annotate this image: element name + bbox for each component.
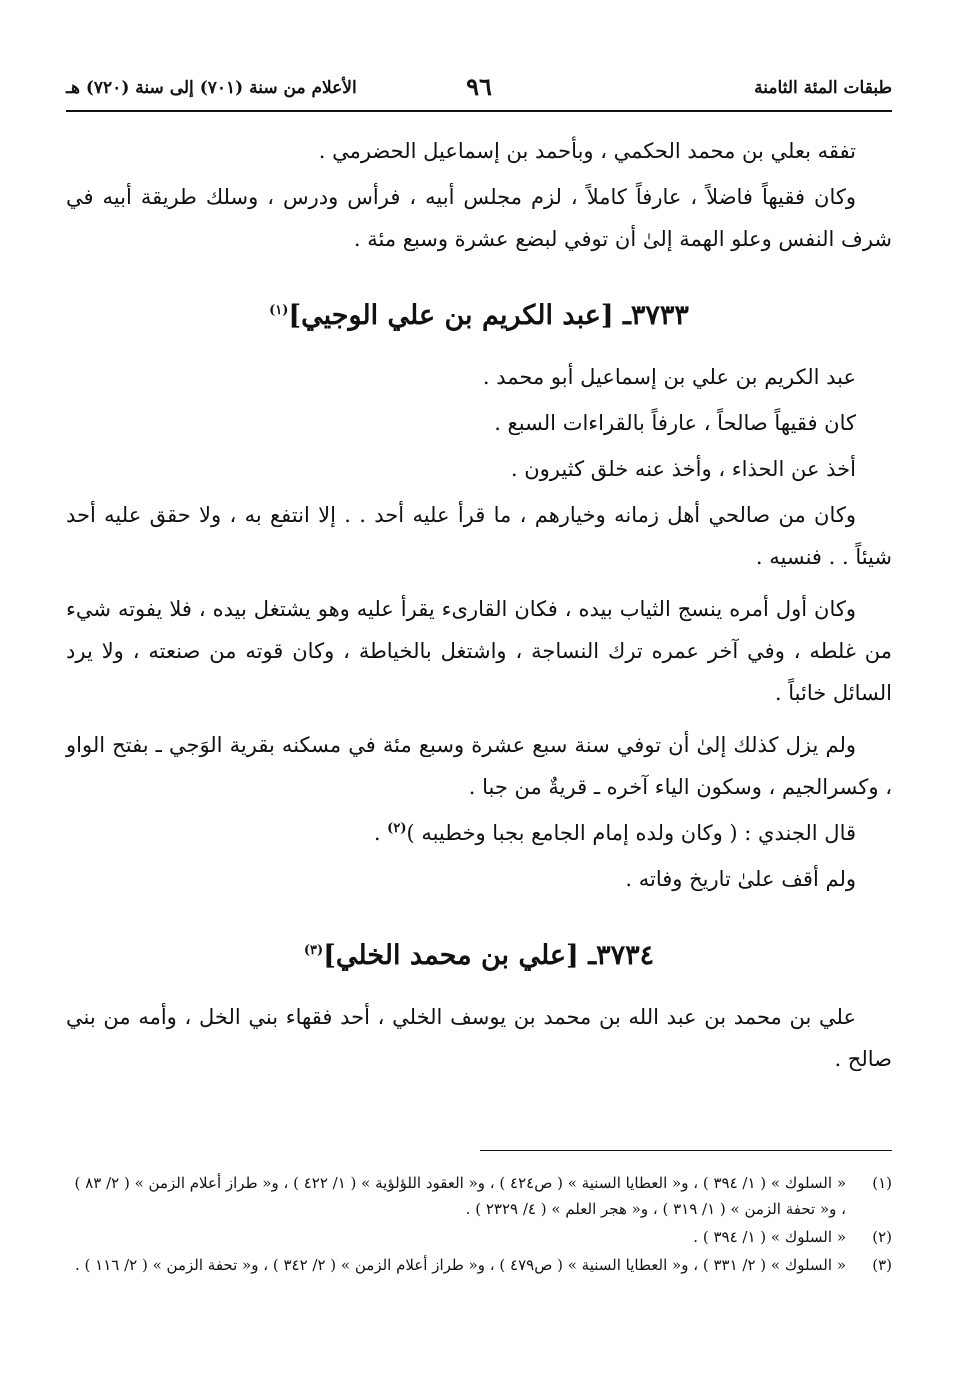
entry-heading-3733-text: ٣٧٣٣ـ [عبد الكريم بن علي الوجيي] (288, 300, 689, 331)
entry-3733-paragraph-2: كان فقيهاً صالحاً ، عارفاً بالقراءات السبع . (494, 411, 856, 435)
entry-3733-paragraph-3: أخذ عن الحذاء ، وأخذ عنه خلق كثيرون . (510, 457, 856, 481)
footnotes (66, 1170, 892, 1280)
entry-3733-paragraph-6: ولم يزل كذلك إلىٰ أن توفي سنة سبع عشرة وسبع مئة في مسكنه بقرية الوَجي ـ بفتح الواو ، وكسرالجيم ، وسكون الياء آخره ـ قريةٌ من جبا . (66, 733, 892, 799)
footnote-ref-2: (٢) (387, 821, 407, 836)
footnote-2 (66, 1224, 892, 1250)
footnote-ref-3: (٣) (303, 943, 324, 958)
entry-heading-3733 (66, 294, 892, 338)
footnote-3 (66, 1252, 892, 1278)
entry-heading-3734-text: ٣٧٣٤ـ [علي بن محمد الخلي] (323, 940, 655, 971)
range-title: الأعلام من سنة (٧٠١) إلى سنة (٧٢٠) هـ (66, 78, 357, 98)
footnote-number: (٣) (872, 1256, 892, 1274)
entry-3733-paragraph-5: وكان أول أمره ينسج الثياب بيده ، فكان القارىء يقرأ عليه وهو يشتغل بيده ، فلا يفوته شيء من غلطه ، وفي آخر عمره ترك النساجة ، واشتغل بالخياطة ، وكان قوته من صنعته ، ولا يرد السائل خائباً . (66, 597, 892, 705)
footnote-text: « السلوك » ( ٢/ ٣٣١ ) ، و« العطايا السنية » ( ص٤٧٩ ) ، و« طراز أعلام الزمن » ( ٢/ ٣٤٢ ) ، و« تحفة الزمن » ( ٢/ ١١٦ ) . (75, 1256, 846, 1274)
entry-3734-paragraph-1: علي بن محمد بن عبد الله بن محمد بن يوسف الخلي ، أحد فقهاء بني الخل ، وأمه من بني صالح . (66, 1005, 892, 1071)
entry-3733-paragraph-1: عبد الكريم بن علي بن إسماعيل أبو محمد . (482, 365, 856, 389)
running-header (66, 72, 892, 112)
entry-3733-paragraph-8: ولم أقف علىٰ تاريخ وفاته . (625, 867, 856, 891)
footnote-number: (٢) (872, 1228, 892, 1246)
footnote-ref-1: (١) (269, 303, 289, 318)
main-text (66, 130, 892, 1090)
intro-paragraph-1: تفقه بعلي بن محمد الحكمي ، وبأحمد بن إسماعيل الحضرمي . (318, 139, 856, 163)
jundi-quote-end: . (373, 821, 388, 845)
entry-3733-paragraph-7 (66, 812, 892, 854)
footnote-text: « السلوك » ( ١/ ٣٩٤ ) . (693, 1228, 846, 1246)
entry-heading-3734 (66, 934, 892, 978)
header-rule (66, 110, 892, 112)
footnote-1 (66, 1170, 892, 1222)
footnote-rule (480, 1150, 892, 1151)
footnote-number: (١) (872, 1174, 892, 1192)
section-title: طبقات المئة الثامنة (754, 78, 892, 98)
footnote-text: « السلوك » ( ١/ ٣٩٤ ) ، و« العطايا السنية » ( ص٤٢٤ ) ، و« العقود اللؤلؤية » ( ١/ ٤٢٢ ) ، و« طراز أعلام الزمن » ( ٢/ ٨٣ ) ، و« تحفة الزمن » ( ١/ ٣١٩ ) ، و« هجر العلم » ( ٤/ ٢٣٢٩ ) . (74, 1174, 846, 1218)
page-number: ٩٦ (466, 72, 492, 101)
entry-3733-paragraph-4: وكان من صالحي أهل زمانه وخيارهم ، ما قرأ عليه أحد . . إلا انتفع به ، ولا حقق عليه أحد شيئاً . . فنسيه . (66, 503, 892, 569)
jundi-quote: قال الجندي : ( وكان ولده إمام الجامع بجبا وخطيبه ) (406, 821, 856, 845)
intro-paragraph-2: وكان فقيهاً فاضلاً ، عارفاً كاملاً ، لزم مجلس أبيه ، فرأس ودرس ، وسلك طريقة أبيه في شرف النفس وعلو الهمة إلىٰ أن توفي لبضع عشرة وسبع مئة . (66, 185, 892, 251)
